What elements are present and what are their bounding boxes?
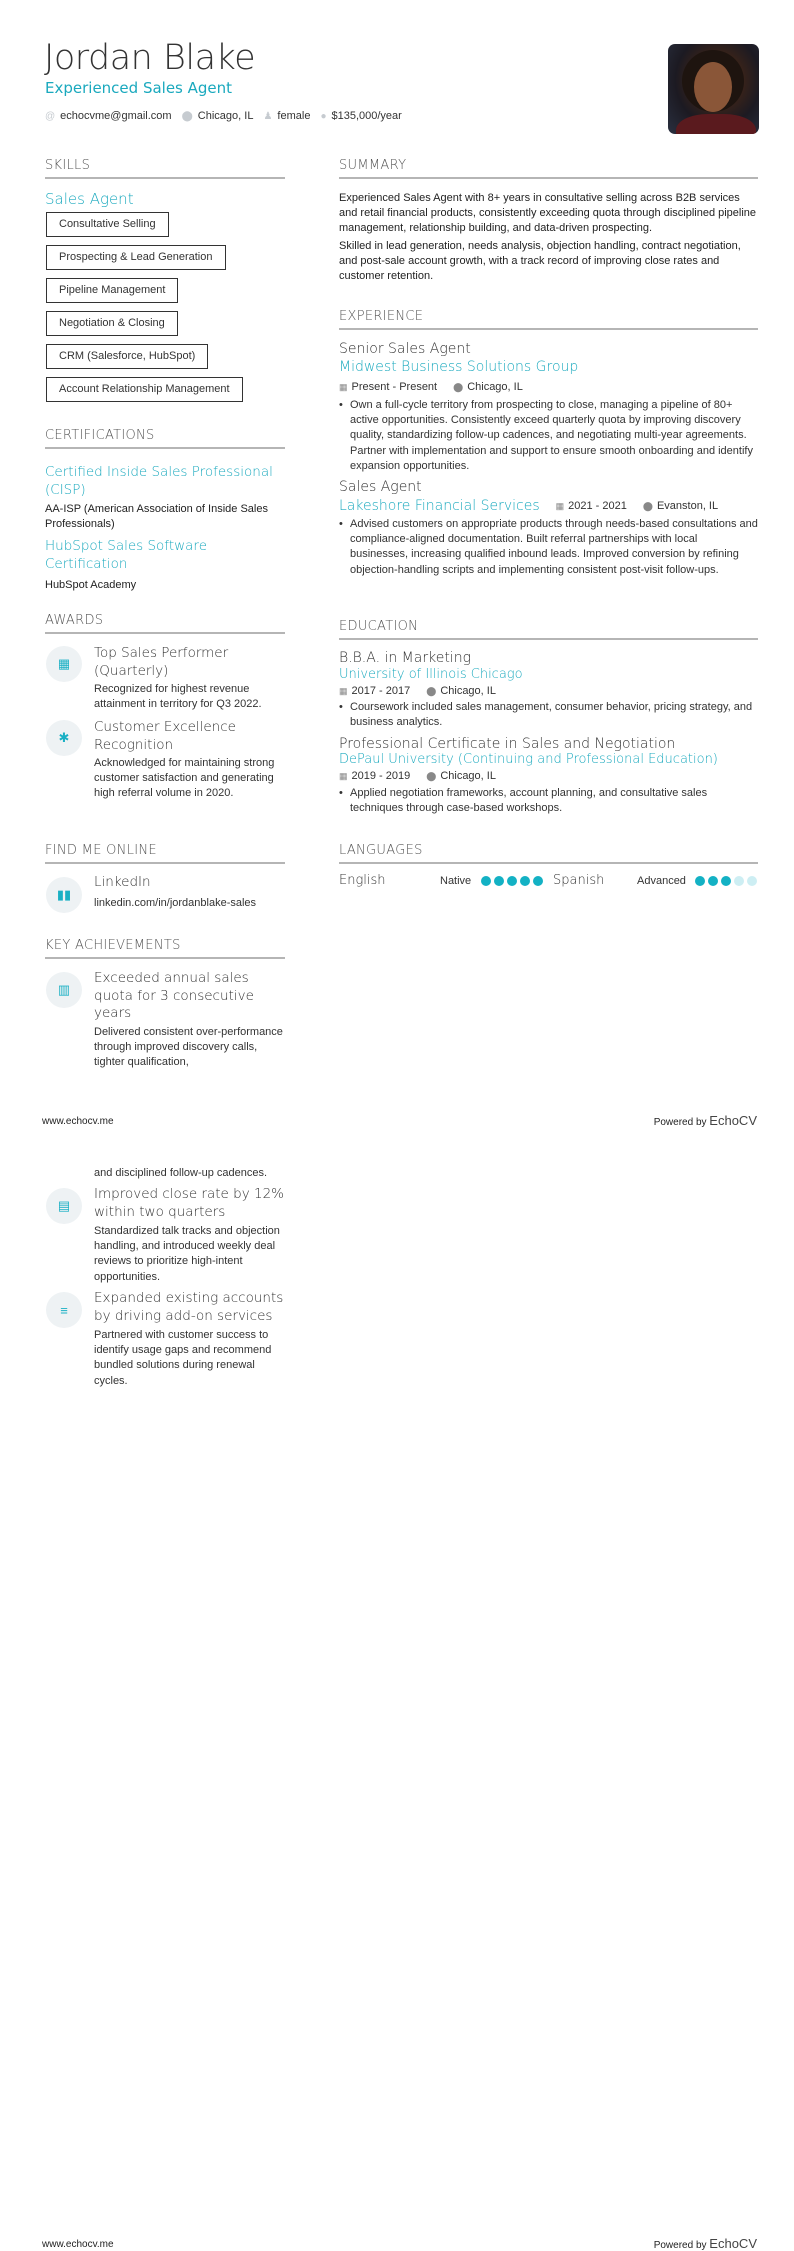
profile-site: LinkedIn: [94, 874, 151, 890]
achievement-title: Expanded existing accounts by driving add-on services: [94, 1290, 284, 1324]
rating-dot-filled: [494, 876, 504, 886]
database-icon: ≡: [46, 1292, 82, 1328]
rating-dot-filled: [520, 876, 530, 886]
cert-name: HubSpot Sales Software Certification: [45, 538, 207, 572]
email: echocvme@gmail.com: [60, 110, 172, 122]
find-me-online-heading: FIND ME ONLINE: [45, 843, 285, 864]
echocv-logo: EchoCV: [709, 1113, 757, 1128]
edu-meta: [339, 685, 758, 697]
edu-location: Chicago, IL: [440, 770, 496, 782]
edu-bullet: • Applied negotiation frameworks, account planning, and consultative sales techniques through case-based workshops.: [339, 786, 758, 816]
candidate-title: Experienced Sales Agent: [45, 79, 233, 97]
achievement-desc-cont: and disciplined follow-up cadences.: [94, 1167, 268, 1179]
calculator-icon: ▤: [46, 1188, 82, 1224]
job-title: Sales Agent: [339, 479, 422, 495]
school: DePaul University (Continuing and Professional Education): [339, 752, 718, 767]
map-pin-icon: ⬤: [453, 382, 464, 392]
rating-dot-filled: [507, 876, 517, 886]
footer-site[interactable]: www.echocv.me: [42, 1116, 114, 1127]
rating-dot-filled: [533, 876, 543, 886]
money-icon: ●: [320, 110, 327, 122]
edu-dates: 2017 - 2017: [351, 685, 411, 697]
skills-heading: SKILLS: [45, 158, 285, 179]
job-bullet: • Own a full-cycle territory from prospecting to close, managing a pipeline of 80+ active opportunities. Consistently exceed quarterly quota by improving discovery quality, standardizing follow-up cadences, and negotiating multi-year agreements. Partner with implementation and support to ensure smooth onboarding and identify expansion opportunities.: [339, 398, 758, 474]
footer-site[interactable]: www.echocv.me: [42, 2239, 114, 2250]
profile-url[interactable]: linkedin.com/in/jordanblake-sales: [94, 897, 257, 909]
award-title: Top Sales Performer (Quarterly): [94, 645, 229, 679]
contact-row: [45, 110, 402, 122]
candidate-name: Jordan Blake: [44, 38, 256, 78]
job-location: Evanston, IL: [656, 500, 719, 512]
edu-location: Chicago, IL: [440, 685, 496, 697]
footer-powered: [654, 1113, 757, 1128]
rating-dot-empty: [747, 876, 757, 886]
rating-dot-filled: [721, 876, 731, 886]
map-pin-icon: ⬤: [426, 686, 437, 696]
echocv-logo: EchoCV: [709, 2236, 757, 2251]
profile-photo: [668, 44, 759, 134]
summary-paragraph: Experienced Sales Agent with 8+ years in consultative selling across B2B services and retail financial products, consistently exceeding quota through disciplined pipeline management, relationship building, and data-driven prospecting.: [339, 192, 757, 235]
map-pin-icon: ⬤: [426, 771, 437, 781]
language-level: Native: [440, 875, 472, 887]
powered-by-text: Powered by: [653, 2240, 707, 2251]
map-pin-icon: ⬤: [642, 501, 653, 511]
skill-tag: Consultative Selling: [46, 212, 169, 237]
job-location: Chicago, IL: [467, 381, 523, 393]
book-icon: ▮▮: [46, 877, 82, 913]
location: Chicago, IL: [197, 110, 254, 122]
calendar-icon: ▦: [339, 686, 348, 696]
languages-heading: LANGUAGES: [339, 843, 758, 864]
cert-issuer: HubSpot Academy: [45, 579, 137, 591]
award-desc: Recognized for highest revenue attainment in territory for Q3 2022.: [94, 683, 262, 711]
skill-group-title: Sales Agent: [45, 190, 134, 208]
experience-heading: EXPERIENCE: [339, 309, 758, 330]
summary-heading: SUMMARY: [339, 158, 758, 179]
edu-dates: 2019 - 2019: [351, 770, 411, 782]
skill-tag: CRM (Salesforce, HubSpot): [46, 344, 208, 369]
rating-dot-filled: [481, 876, 491, 886]
cert-issuer: AA-ISP (American Association of Inside Sales Professionals): [45, 503, 268, 531]
rating-dot-filled: [695, 876, 705, 886]
cert-name: Certified Inside Sales Professional (CISP): [45, 464, 273, 498]
job-bullet: • Advised customers on appropriate products through needs-based consultations and compliance-aligned documentation. Built referral partnerships with local businesses, increasing qualified inbound leads. Improved conversion by refining objection-handling scripts and implementing consistent post-visit follow-ups.: [339, 517, 758, 578]
calendar-icon: ▦: [339, 382, 348, 392]
achievement-desc: Delivered consistent over-performance through improved discovery calls, tighter qualification,: [94, 1026, 283, 1069]
edu-bullet: • Coursework included sales management, consumer behavior, pricing strategy, and business analytics.: [339, 700, 758, 730]
skill-tag: Account Relationship Management: [46, 377, 243, 402]
award-desc: Acknowledged for maintaining strong customer satisfaction and generating high referral volume in 2020.: [94, 757, 275, 800]
education-heading: EDUCATION: [339, 619, 758, 640]
sparkle-icon: ✱: [46, 720, 82, 756]
at-icon: @: [45, 110, 56, 122]
calendar-icon: ▦: [555, 501, 565, 511]
degree: B.B.A. in Marketing: [339, 650, 471, 666]
language-level: Advanced: [637, 875, 686, 887]
job-title: Senior Sales Agent: [339, 341, 471, 357]
bar-chart-icon: ▥: [46, 972, 82, 1008]
rating-dot-filled: [708, 876, 718, 886]
achievement-title: Improved close rate by 12% within two quarters: [94, 1186, 285, 1220]
key-achievements-heading: KEY ACHIEVEMENTS: [45, 938, 285, 959]
person-icon: ♟: [263, 110, 273, 122]
degree: Professional Certificate in Sales and Negotiation: [339, 736, 676, 752]
company-name: Lakeshore Financial Services: [339, 498, 540, 514]
calendar-icon: ▦: [339, 771, 348, 781]
rating-dot-empty: [734, 876, 744, 886]
job-dates: 2021 - 2021: [568, 500, 627, 512]
certifications-heading: CERTIFICATIONS: [45, 428, 285, 449]
language-rating: [695, 876, 757, 886]
job-meta: [339, 498, 758, 514]
award-title: Customer Excellence Recognition: [94, 719, 236, 753]
achievement-title: Exceeded annual sales quota for 3 consecutive years: [94, 970, 254, 1021]
job-dates: Present - Present: [351, 381, 438, 393]
achievement-desc: Standardized talk tracks and objection handling, and introduced weekly deal reviews to prioritize high-intent opportunities.: [94, 1225, 280, 1283]
language-name: Spanish: [553, 873, 605, 888]
languages-row: [339, 873, 758, 891]
skill-tag: Negotiation & Closing: [46, 311, 178, 336]
map-pin-icon: ⬤: [181, 110, 193, 122]
job-meta: [339, 381, 758, 393]
language-name: English: [339, 873, 386, 888]
skill-tag: Pipeline Management: [46, 278, 178, 303]
calendar-chart-icon: ▦: [46, 646, 82, 682]
edu-meta: [339, 770, 758, 782]
school: University of Illinois Chicago: [339, 667, 523, 682]
skill-tag: Prospecting & Lead Generation: [46, 245, 226, 270]
gender: female: [277, 110, 311, 122]
powered-by-text: Powered by: [653, 1117, 707, 1128]
awards-heading: AWARDS: [45, 613, 285, 634]
summary-text: [339, 191, 758, 284]
salary: $135,000/year: [331, 110, 402, 122]
language-rating: [481, 876, 543, 886]
company-name: Midwest Business Solutions Group: [339, 359, 579, 375]
footer-powered: [654, 2236, 757, 2251]
achievement-desc: Partnered with customer success to identify usage gaps and recommend bundled solutions during renewal cycles.: [94, 1329, 272, 1387]
summary-paragraph: Skilled in lead generation, needs analysis, objection handling, contract negotiation, and post-sale account growth, with a track record of improving close rates and customer retention.: [339, 239, 741, 283]
